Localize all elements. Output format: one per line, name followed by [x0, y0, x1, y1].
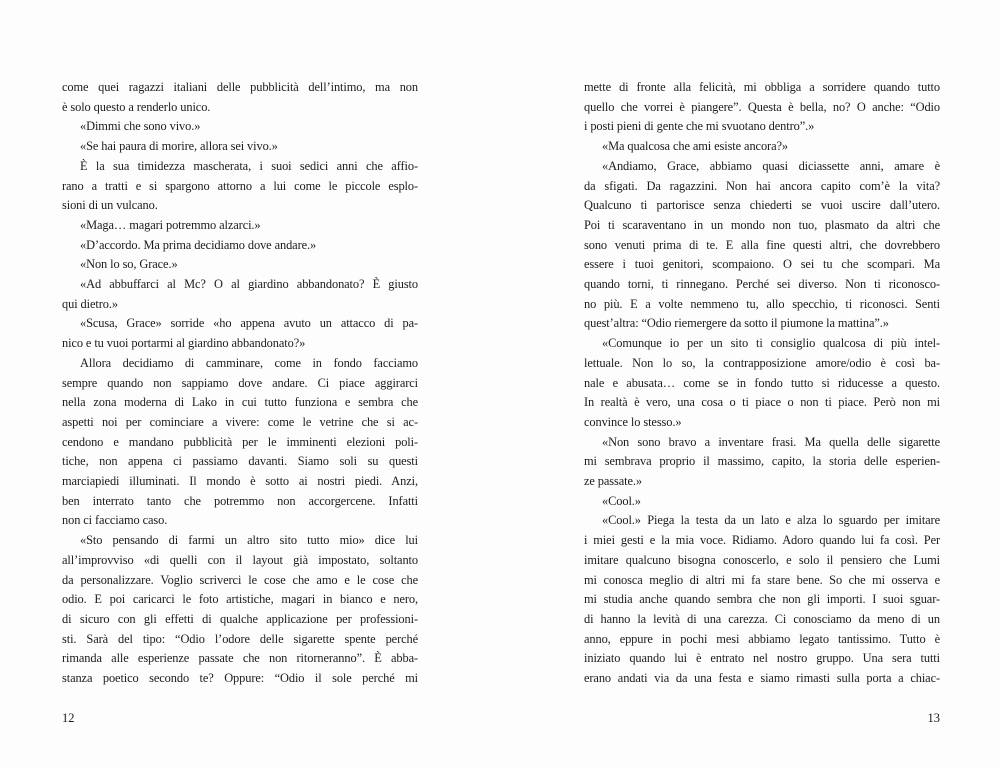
text-line: nella zona moderna di Lako in cui tutto funziona e sembra che [62, 395, 418, 410]
text-line: «Cool.» [602, 493, 641, 508]
text-line: Qualcuno ti partorisce senza chiederti se vuoi uscire dall’utero. [584, 198, 940, 213]
page-left-text-column [62, 78, 418, 689]
text-line: aspetti noi per cominciare a vivere: come le vetrine che si ac- [62, 414, 418, 429]
text-line: da personalizzare. Voglio scriverci le cose che amo e le cose che [62, 572, 418, 587]
text-line: mi conosca meglio di altri mi fa stare bene. So che mi osserva e [584, 572, 940, 587]
text-line: «Sto pensando di farmi un altro sito tutto mio» dice lui [80, 533, 418, 548]
text-line: «Comunque io per un sito ti consiglio qualcosa di più intel- [602, 336, 940, 351]
text-line: «Non sono bravo a inventare frasi. Ma quella delle sigarette [602, 434, 940, 449]
text-line: erano andati via da una festa e siamo rimasti sulla porta a chiac- [584, 671, 940, 686]
text-line: anno, eppure in pochi mesi abbiamo legato tantissimo. Tutto è [584, 631, 940, 646]
text-line: cendono e mandano pubblicità per le imminenti elezioni poli- [62, 434, 418, 449]
text-line: «Dimmi che sono vivo.» [80, 119, 201, 134]
text-line: «Non lo so, Grace.» [80, 257, 178, 272]
text-line: sempre quando non sappiamo dove andare. Ci piace aggirarci [62, 375, 418, 390]
text-line: ze passate.» [584, 474, 642, 489]
text-line: quello che vorrei è piangere”. Questa è bella, no? O anche: “Odio [584, 99, 940, 114]
text-line: nico e tu vuoi portarmi al giardino abbandonato?» [62, 336, 306, 351]
text-line: convince lo stesso.» [584, 414, 682, 429]
text-line: i posti pieni di gente che mi svuotano dentro”.» [584, 119, 815, 134]
text-line: «D’accordo. Ma prima decidiamo dove andare.» [80, 237, 317, 252]
text-line: «Se hai paura di morire, allora sei vivo.» [80, 139, 278, 154]
text-line: sti. Sarà del tipo: “Odio l’odore delle sigarette spente perché [62, 631, 418, 646]
text-line: imitare qualcuno bisogna conoscerlo, e solo il pensiero che Lumi [584, 552, 940, 567]
text-line: «Ma qualcosa che ami esiste ancora?» [602, 139, 788, 154]
text-line: è solo questo a renderlo unico. [62, 99, 211, 114]
text-line: stanza poetico secondo te? Oppure: “Odio il sole perché mi [62, 671, 418, 686]
text-line: Allora decidiamo di camminare, come in fondo facciamo [80, 355, 418, 370]
text-line: mi sembrava proprio il massimo, capito, la storia delle esperien- [584, 454, 940, 469]
text-line: Poi ti scaraventano in un mondo non tuo, plasmato da altri che [584, 217, 940, 232]
text-line: In realtà è vero, una cosa o ti piace o non ti piace. Però non mi [584, 395, 940, 410]
text-line: lettuale. Non lo so, la contrapposizione amore/odio è così ba- [584, 355, 940, 370]
text-line: «Maga… magari potremmo alzarci.» [80, 217, 261, 232]
text-line: sioni di un vulcano. [62, 198, 158, 213]
text-line: qui dietro.» [62, 296, 118, 311]
page-number-right: 13 [927, 711, 940, 725]
text-line: «Ad abbuffarci al Mc? O al giardino abbandonato? È giusto [80, 277, 418, 292]
text-line: «Scusa, Grace» sorride «ho appena avuto un attacco di pa- [80, 316, 418, 331]
text-line: rano a tratti e si spargono attorno a lui come le piccole esplo- [62, 178, 418, 193]
text-line: rimanda alle esperienze passate che non ritorneranno”. È abba- [62, 651, 418, 666]
text-line: essere i tuoi genitori, scompaiono. O sei tu che scompari. Ma [584, 257, 940, 272]
text-line: di sicuro con gli effetti di qualche applicazione per professioni- [62, 611, 418, 626]
text-line: come quei ragazzi italiani delle pubblicità dell’intimo, ma non [62, 80, 418, 94]
text-line: all’improvviso «di quelli con il layout già impostato, soltanto [62, 552, 418, 567]
text-line: odio. E poi caricarci le foto artistiche, magari in bianco e nero, [62, 592, 418, 607]
page-left [62, 78, 418, 738]
page-number-left: 12 [62, 711, 75, 725]
text-line: tiche, non appena ci passiamo davanti. Siamo soli su questi [62, 454, 418, 469]
page-right [584, 78, 940, 738]
text-line: «Cool.» Piega la testa da un lato e alza lo sguardo per imitare [602, 513, 940, 528]
text-line: mi studia anche quando sembra che non gli importi. I suoi sguar- [584, 592, 940, 607]
text-line: nale e abusata… come se in fondo tutto si riducesse a questo. [584, 375, 940, 390]
text-line: iniziato quando lui è entrato nel nostro gruppo. Una sera tutti [584, 651, 940, 666]
text-line: marciapiedi illuminati. Il mondo è sotto ai nostri piedi. Anzi, [62, 474, 418, 489]
text-line: non ci facciamo caso. [62, 513, 168, 528]
text-line: quest’altra: “Odio riemergere da sotto il piumone la mattina”.» [584, 316, 889, 331]
text-line: mette di fronte alla felicità, mi obbliga a sorridere quando tutto [584, 80, 940, 94]
text-line: È la sua timidezza mascherata, i suoi sedici anni che affio- [80, 158, 418, 173]
text-line: sono venuti prima di te. E alla fine questi altri, che dovrebbero [584, 237, 940, 252]
text-line: di hanno la levità di una carezza. Ci conosciamo da meno di un [584, 611, 940, 626]
text-line: no più. E a volte nemmeno tu, allo specchio, ti riconosci. Senti [584, 296, 940, 311]
text-line: ben interrato tanto che potremmo non accorgercene. Infatti [62, 493, 418, 508]
page-right-text-column [584, 78, 940, 689]
text-line: quando torni, ti rinnegano. Perché sei diverso. Non ti riconosco- [584, 277, 940, 292]
text-line: i miei gesti e la mia voce. Ridiamo. Adoro quando lui fa così. Per [584, 533, 940, 548]
text-line: da sfigati. Da ragazzini. Non hai ancora capito com’è la vita? [584, 178, 940, 193]
text-line: «Andiamo, Grace, abbiamo quasi diciassette anni, amare è [602, 158, 940, 173]
